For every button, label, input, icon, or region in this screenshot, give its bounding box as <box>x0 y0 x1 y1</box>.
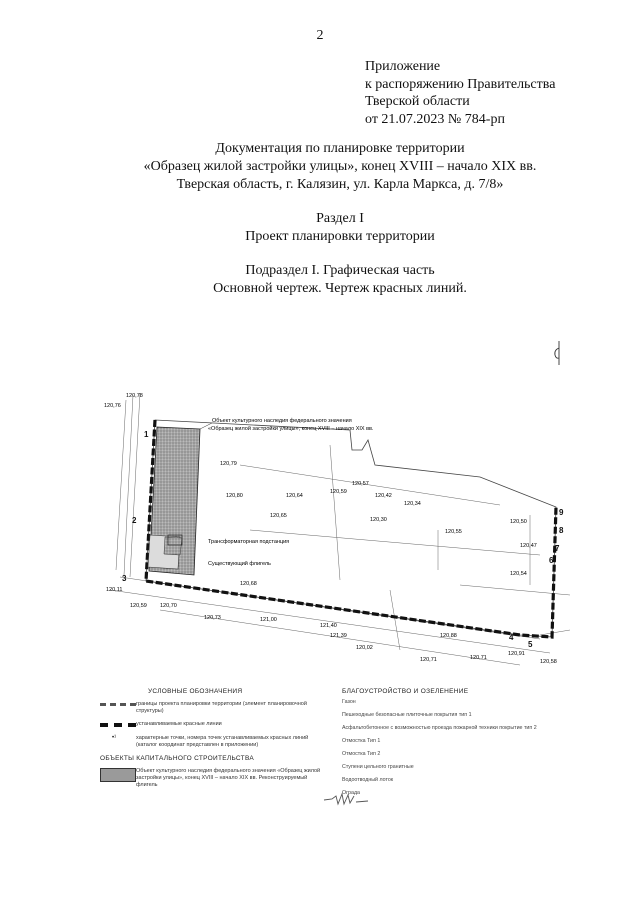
plan-callout-1: Объект культурного наследия федерального значения <box>212 418 352 424</box>
elev-11: 120,30 <box>370 517 387 523</box>
legend-right-7: Водоотводный лоток <box>342 777 394 783</box>
plan-point-2: 2 <box>132 516 137 525</box>
elev-7: 120,57 <box>352 481 369 487</box>
legend-right-3: Асфальтобетонное с возможностью проезда пожарной техники покрытие тип 2 <box>342 725 537 731</box>
margin-mark-icon <box>552 340 566 366</box>
elev-14: 120,47 <box>520 543 537 549</box>
title-line-1: Документация по планировке территории <box>215 141 465 156</box>
elev-3: 120,79 <box>220 461 237 467</box>
document-title <box>60 140 620 194</box>
elev-2: 120,76 <box>104 403 121 409</box>
elev-15: 120,54 <box>510 571 527 577</box>
legend-right-4: Отмостка Тип 1 <box>342 738 381 744</box>
elev-10: 120,65 <box>270 513 287 519</box>
appendix-line-1: Приложение <box>365 59 441 74</box>
appendix-block <box>365 58 555 128</box>
elev-13: 120,50 <box>510 519 527 525</box>
legend-title: УСЛОВНЫЕ ОБОЗНАЧЕНИЯ <box>148 688 243 695</box>
legend-row-points <box>100 735 330 749</box>
elev-20: 121,40 <box>320 623 337 629</box>
elev-16: 120,68 <box>240 581 257 587</box>
legend-right-8: Ограда <box>342 790 360 796</box>
elev-21: 121,39 <box>330 633 347 639</box>
red-lines-plan-drawing <box>100 385 600 685</box>
elev-12: 120,55 <box>445 529 462 535</box>
plan-point-5: 5 <box>528 640 533 649</box>
legend-right <box>342 688 582 797</box>
plan-point-8: 8 <box>559 526 564 535</box>
title-line-3: Тверская область, г. Калязин, ул. Карла Маркса, д. 7/8» <box>176 177 504 192</box>
elev-9: 120,34 <box>404 501 421 507</box>
elev-29: 120,73 <box>204 615 221 621</box>
plan-callout-2: «Образец жилой застройки улицы», конец XVIII – начало XIX вв. <box>208 426 374 432</box>
section-line-1: Раздел I <box>316 211 364 226</box>
legend-right-1: Газон <box>342 699 356 705</box>
elev-25: 120,71 <box>470 655 487 661</box>
heritage-hatch-icon <box>100 768 136 782</box>
red-line-icon <box>100 723 136 727</box>
elev-28: 120,11 <box>106 587 123 593</box>
plan-label-building-2: Существующий флигель <box>208 561 271 567</box>
elev-18: 120,70 <box>160 603 177 609</box>
legend-left <box>100 688 330 789</box>
legend-item-2: устанавливаемые красные линии <box>136 721 222 727</box>
elev-24: 120,71 <box>420 657 437 663</box>
legend-right-6: Ступени цельного гранитные <box>342 764 414 770</box>
legend-item-4: Объект культурного наследия федерального значения «Образец жилой застройки улицы», конец XVIII – начало XIX вв. Реконструируемый флигель <box>136 768 321 788</box>
legend-objects-title: ОБЪЕКТЫ КАПИТАЛЬНОГО СТРОИТЕЛЬСТВА <box>100 755 254 762</box>
title-line-2: «Образец жилой застройки улицы», конец XVIII – начало XIX вв. <box>143 159 537 174</box>
elev-4: 120,80 <box>226 493 243 499</box>
plan-label-building-1: Трансформаторная подстанция <box>208 539 290 545</box>
legend-right-title: БЛАГОУСТРОЙСТВО И ОЗЕЛЕНЕНИЕ <box>342 688 469 695</box>
elev-17: 120,59 <box>130 603 147 609</box>
appendix-line-4: от 21.07.2023 № 784-рп <box>365 111 505 127</box>
plan-point-7: 7 <box>555 544 560 553</box>
legend-right-5: Отмостка Тип 2 <box>342 751 381 757</box>
subsection-line-1: Подраздел I. Графическая часть <box>245 263 435 278</box>
elev-26: 120,91 <box>508 651 525 657</box>
legend-row-heritage <box>100 768 330 789</box>
appendix-line-2: к распоряжению Правительства <box>365 76 556 92</box>
elev-23: 120,02 <box>356 645 373 651</box>
elev-1: 120,78 <box>126 393 143 399</box>
elev-22: 120,88 <box>440 633 457 639</box>
legend-item-3: характерные точки, номера точек устанавливаемых красных линий (каталог координат представлен в приложении) <box>136 735 309 748</box>
legend-row-project-boundary <box>100 701 330 715</box>
elev-19: 121,00 <box>260 617 277 623</box>
plan-point-3: 3 <box>122 574 127 583</box>
point-marker-icon: •¹ <box>112 735 117 741</box>
legend-right-2: Пешеходные безопасные плиточные покрытия тип 1 <box>342 712 472 718</box>
red-line-boundary <box>146 420 556 637</box>
section-heading <box>60 210 620 246</box>
plan-point-4: 4 <box>509 633 514 642</box>
elev-6: 120,59 <box>330 489 347 495</box>
plan-point-9: 9 <box>559 508 564 517</box>
elev-5: 120,64 <box>286 493 303 499</box>
plan-point-1: 1 <box>144 430 149 439</box>
page-number: 2 <box>316 28 324 43</box>
subsection-heading <box>60 262 620 298</box>
signature-mark-icon <box>322 788 372 810</box>
legend-row-red-lines <box>100 721 330 729</box>
elev-8: 120,42 <box>375 493 392 499</box>
elev-27: 120,58 <box>540 659 557 665</box>
project-boundary-line-icon <box>100 703 136 706</box>
appendix-line-3: Тверской области <box>365 94 470 109</box>
subsection-line-2: Основной чертеж. Чертеж красных линий. <box>213 281 467 296</box>
section-line-2: Проект планировки территории <box>245 229 435 244</box>
plan-point-6: 6 <box>549 556 554 565</box>
legend-item-1: границы проекта планировки территории (элемент планировочной структуры) <box>136 701 307 714</box>
